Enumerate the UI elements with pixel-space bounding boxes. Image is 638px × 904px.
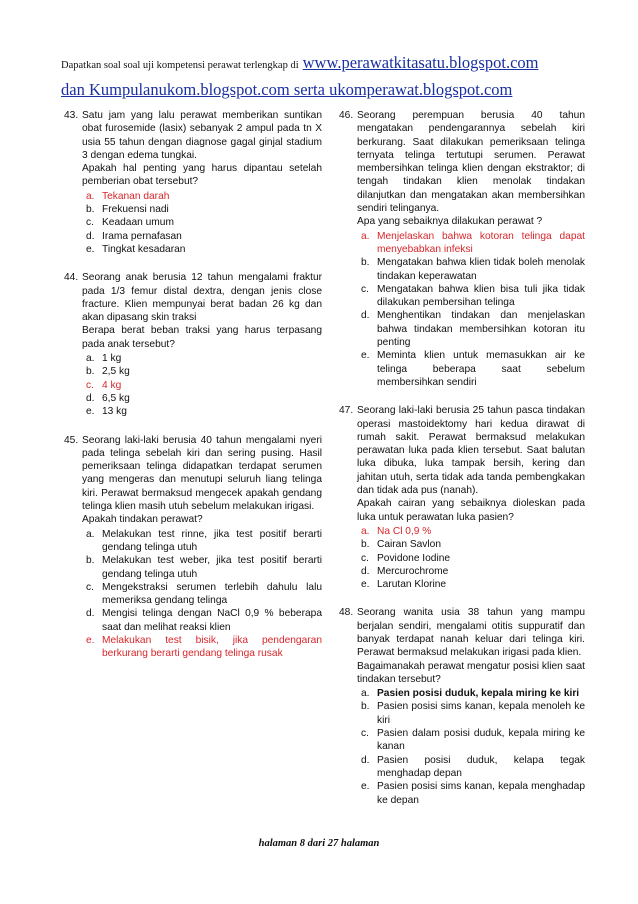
option-letter: c. <box>361 728 369 740</box>
answer-option <box>82 243 322 256</box>
question-number: 43. <box>64 110 79 121</box>
option-letter: c. <box>86 581 94 593</box>
option-text: Menghentikan tindakan dan menjelaskan bahwa tindakan membersihkan kotoran itu penting <box>377 310 585 349</box>
answer-option <box>82 528 322 555</box>
option-text: Mercurochrome <box>377 565 449 577</box>
option-letter: b. <box>86 204 95 216</box>
option-text: Meminta klien untuk memasukkan air ke telinga beberapa saat sebelum membersihkan sendiri <box>377 350 585 388</box>
option-letter: a. <box>86 528 95 540</box>
question-stem: Seorang perempuan berusia 40 tahun mengatakan pendengarannya sebelah kiri berkurang. Saat dilakukan pemeriksaan telinga ternyata telinga tertutupi serumen. Perawat membersihkan telinga klien dengan ekstraktor; di tengah tindakan klien menolak tindakan dilanjutkan dan mengatakan akan membersihkan sendiri telinganya. <box>357 110 585 215</box>
option-text: 1 kg <box>102 353 122 365</box>
answer-option <box>357 700 585 727</box>
option-letter: b. <box>86 555 95 567</box>
option-letter: d. <box>361 754 370 766</box>
answer-option <box>82 216 322 229</box>
option-letter: a. <box>86 190 95 202</box>
question-46 <box>339 109 585 389</box>
question-44 <box>64 271 322 418</box>
answer-option <box>357 687 585 700</box>
question-prompt: Apakah hal penting yang harus dipantau setelah pemberian obat tersebut? <box>82 163 322 188</box>
option-letter: d. <box>86 230 95 242</box>
question-stem: Seorang laki-laki berusia 25 tahun pasca tindakan operasi mastoidektomy hari kedua dirawat di rumah sakit. Perawat bermaksud melakukan perawatan luka pada klien tersebut. Saat balutan luka dibuka, luka tampak bersih, kering dan jahitan utuh, serta tidak ada tanda pembengkakan dan tidak ada pus (nanah). <box>357 405 585 497</box>
question-number: 46. <box>339 110 354 121</box>
answer-option <box>357 256 585 283</box>
option-text: Na Cl 0,9 % <box>377 525 432 537</box>
option-text: Pasien posisi duduk, kepala miring ke kiri <box>377 688 580 700</box>
answer-option <box>82 230 322 243</box>
answer-option <box>82 352 322 365</box>
option-text: 13 kg <box>102 406 127 418</box>
question-47 <box>339 404 585 591</box>
option-text: Melakukan test rinne, jika test positif berarti gendang telinga utuh <box>102 528 322 553</box>
question-stem: Seorang anak berusia 12 tahun mengalami fraktur pada 1/3 femur distal dextra, dengan jenis close fracture. Klien mempunyai berat badan 26 kg dan akan dipasang skin traksi <box>82 272 322 324</box>
header-link-line-2[interactable]: dan Kumpulanukom.blogspot.com serta ukomperawat.blogspot.com <box>61 80 513 99</box>
option-letter: b. <box>361 539 370 551</box>
question-prompt: Apakah tindakan perawat? <box>82 514 203 526</box>
answer-option <box>357 552 585 565</box>
option-letter: c. <box>86 217 94 229</box>
question-number: 47. <box>339 405 354 417</box>
option-text: Pasien posisi sims kanan, kepala menoleh ke kiri <box>377 701 585 726</box>
answer-option <box>357 565 585 578</box>
answer-option <box>357 309 585 349</box>
answer-option <box>82 581 322 608</box>
header-intro: Dapatkan soal soal uji kompetensi perawat terlengkap di <box>61 60 299 71</box>
option-letter: e. <box>361 579 370 591</box>
question-prompt: Berapa berat beban traksi yang harus terpasang pada anak tersebut? <box>82 325 322 350</box>
answer-option <box>357 230 585 257</box>
question-stem: Seorang laki-laki berusia 40 tahun mengalami nyeri pada telinga sebelah kiri dan sering pusing. Hasil pemeriksaan telinga didapatkan terdapat serumen yang mengeras dan menutupi seluruh liang telinga kiri. Perawat bermaksud mengecek apakah gendang telinga klien masih utuh sebelum melakukan irigasi. <box>82 434 322 513</box>
answer-option <box>357 349 585 389</box>
option-letter: b. <box>361 701 370 713</box>
answer-option <box>82 203 322 216</box>
answer-options <box>357 525 585 591</box>
page-header <box>61 52 621 101</box>
option-text: Mengekstraksi serumen terlebih dahulu lalu memeriksa gendang telinga <box>102 581 322 607</box>
option-letter: d. <box>361 310 370 322</box>
answer-option <box>357 780 585 807</box>
option-text: Mengisi telinga dengan NaCl 0,9 % beberapa saat dan melihat reaksi klien <box>102 608 322 633</box>
answer-option <box>82 405 322 418</box>
option-text: Mengatakan bahwa klien bisa tuli jika tidak dilakukan pembersihan telinga <box>377 283 585 309</box>
answer-option <box>82 379 322 392</box>
question-number: 44. <box>64 272 79 284</box>
answer-option <box>82 190 322 203</box>
right-column <box>339 109 585 822</box>
answer-options <box>82 352 322 418</box>
option-text: Irama pernafasan <box>102 230 182 242</box>
option-letter: c. <box>361 552 369 564</box>
option-letter: d. <box>86 392 95 404</box>
option-text: 4 kg <box>102 379 122 391</box>
option-letter: c. <box>361 283 369 295</box>
option-text: Melakukan test weber, jika test positif berarti gendang telinga utuh <box>102 555 322 580</box>
left-column <box>64 109 322 676</box>
question-43 <box>64 109 322 256</box>
answer-options <box>357 687 585 807</box>
question-prompt: Bagaimanakah perawat mengatur posisi klien saat tindakan tersebut? <box>357 660 585 685</box>
option-letter: e. <box>86 243 95 255</box>
answer-option <box>357 525 585 538</box>
question-prompt: Apa yang sebaiknya dilakukan perawat ? <box>357 216 543 228</box>
option-letter: a. <box>361 525 370 537</box>
question-stem: Satu jam yang lalu perawat memberikan suntikan obat furosemide (lasix) sebanyak 2 ampul pada tn X usia 55 tahun dengan diagnose gagal ginjal stadium 3 dengan edema tungkai. <box>82 110 322 161</box>
option-letter: e. <box>361 350 370 362</box>
option-letter: c. <box>86 379 94 391</box>
option-text: Pasien posisi sims kanan, kepala menghadap ke depan <box>377 781 585 806</box>
option-letter: e. <box>361 781 370 793</box>
option-text: Pasien dalam posisi duduk, kepala miring ke kanan <box>377 728 585 753</box>
option-letter: a. <box>361 230 370 242</box>
header-link-perawatkitasatu[interactable]: www.perawatkitasatu.blogspot.com <box>302 53 539 72</box>
answer-option <box>82 392 322 405</box>
option-text: 6,5 kg <box>102 392 130 404</box>
answer-option <box>357 727 585 754</box>
option-text: 2,5 kg <box>102 366 130 378</box>
question-48 <box>339 606 585 806</box>
option-text: Menjelaskan bahwa kotoran telinga dapat menyebabkan infeksi <box>377 230 585 255</box>
answer-option <box>357 578 585 591</box>
option-text: Cairan Savlon <box>377 539 441 551</box>
option-letter: e. <box>86 406 95 418</box>
option-text: Povidone Iodine <box>377 552 451 564</box>
option-text: Mengatakan bahwa klien tidak boleh menolak tindakan keperawatan <box>377 257 585 282</box>
answer-option <box>357 754 585 781</box>
question-45 <box>64 434 322 661</box>
answer-option <box>82 365 322 378</box>
question-stem: Seorang wanita usia 38 tahun yang mampu berjalan sendiri, mengalami otitis suppuratif dan banyak terdapat nanah keluar dari telinga kiri. Perawat bermaksud melakukan irigasi pada klien. <box>357 607 585 659</box>
option-text: Tingkat kesadaran <box>102 243 186 255</box>
answer-option <box>357 538 585 551</box>
option-letter: b. <box>361 257 370 269</box>
answer-options <box>82 528 322 661</box>
answer-option <box>357 283 585 310</box>
option-text: Tekanan darah <box>102 190 170 202</box>
option-letter: e. <box>86 634 95 646</box>
option-text: Melakukan test bisik, jika pendengaran berkurang berarti gendang telinga rusak <box>102 634 322 660</box>
page-footer: halaman 8 dari 27 halaman <box>258 838 380 849</box>
option-letter: d. <box>361 565 370 577</box>
answer-options <box>357 230 585 390</box>
option-letter: d. <box>86 608 95 620</box>
answer-option <box>82 607 322 634</box>
option-letter: a. <box>361 688 370 700</box>
question-prompt: Apakah cairan yang sebaiknya dioleskan pada luka untuk perawatan luka pasien? <box>357 498 585 523</box>
option-text: Frekuensi nadi <box>102 204 169 216</box>
question-number: 48. <box>339 607 354 619</box>
option-letter: b. <box>86 366 95 378</box>
question-number: 45. <box>64 434 79 446</box>
option-text: Larutan Klorine <box>377 579 447 591</box>
answer-option <box>82 554 322 581</box>
answer-option <box>82 634 322 661</box>
option-text: Pasien posisi duduk, kelapa tegak menghadap depan <box>377 754 585 779</box>
option-text: Keadaan umum <box>102 217 174 229</box>
option-letter: a. <box>86 353 95 365</box>
header-line-1 <box>61 52 621 77</box>
answer-options <box>82 190 322 256</box>
